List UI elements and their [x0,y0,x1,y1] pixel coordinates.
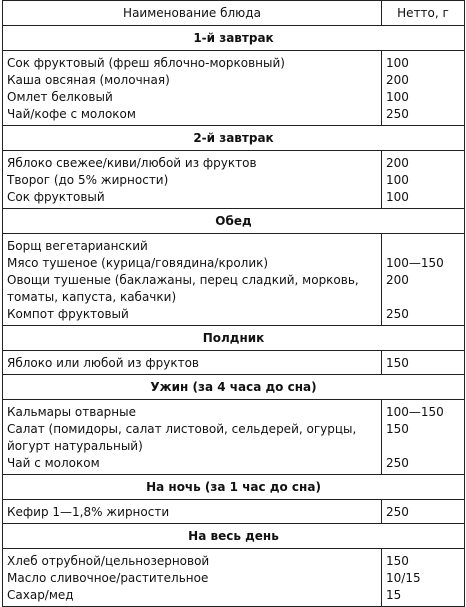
dish-names-cell [3,549,382,607]
net-weight: 15 [386,588,402,602]
section-body-row [3,234,465,326]
section-title: На весь день [3,524,465,549]
dish-name: Борщ вегетарианский [7,239,148,253]
dish-name: Каша овсяная (молочная) [7,73,170,87]
section-body-row [3,500,465,524]
diet-menu-table [2,0,465,607]
section-title-row [3,326,465,351]
section-body-row [3,151,465,209]
dish-name: Масло сливочное/растительное [7,571,209,585]
net-weights-cell [382,234,465,326]
column-header-dish-name: Наименование блюда [3,1,382,26]
dish-name: Сок фруктовый (фреш яблочно-морковный) [7,56,285,70]
net-weights-cell [382,351,465,375]
dish-names-cell [3,400,382,475]
dish-name: Мясо тушеное (курица/говядина/кролик) [7,256,269,270]
dish-name: Омлет белковый [7,90,113,104]
dish-name: Кефир 1—1,8% жирности [7,505,170,519]
section-body-row [3,400,465,475]
section-body-row [3,51,465,126]
net-weight: 200 [386,156,409,170]
section-title-row [3,209,465,234]
section-title-row [3,524,465,549]
net-weight: 100 [386,90,409,104]
section-title-row [3,126,465,151]
dish-name: Хлеб отрубной/цельнозерновой [7,554,210,568]
section-title: Полдник [3,326,465,351]
net-weight: 100—150 [386,405,444,419]
net-weight: 10/15 [386,571,421,585]
net-weights-cell [382,400,465,475]
net-weight: 100 [386,56,409,70]
table-header-row [3,1,465,26]
section-title: 2-й завтрак [3,126,465,151]
dish-name: Творог (до 5% жирности) [7,173,169,187]
net-weights-cell [382,51,465,126]
net-weight: 150 [386,422,409,436]
dish-name: Яблоко или любой из фруктов [7,356,199,370]
section-title-row [3,475,465,500]
section-body-row [3,351,465,375]
net-weight: 250 [386,307,409,321]
section-body-row [3,549,465,607]
dish-name: Сок фруктовый [7,190,105,204]
dish-name: Сахар/мед [7,588,74,602]
section-title: Ужин (за 4 часа до сна) [3,375,465,400]
section-title: На ночь (за 1 час до сна) [3,475,465,500]
dish-name: Салат (помидоры, салат листовой, сельдерей, огурцы, йогурт натуральный) [7,422,357,453]
net-weight: 250 [386,107,409,121]
dish-name: Овощи тушеные (баклажаны, перец сладкий, морковь, томаты, капуста, кабачки) [7,273,359,304]
dish-names-cell [3,151,382,209]
net-weight: 150 [386,356,409,370]
column-header-net-weight: Нетто, г [382,1,465,26]
dish-name: Компот фруктовый [7,307,129,321]
section-title-row [3,26,465,51]
dish-name: Яблоко свежее/киви/любой из фруктов [7,156,257,170]
net-weights-cell [382,151,465,209]
net-weight: 200 [386,73,409,87]
net-weight: 250 [386,505,409,519]
net-weight: 100—150 [386,256,444,270]
dish-names-cell [3,234,382,326]
dish-names-cell [3,351,382,375]
net-weight: 150 [386,554,409,568]
dish-names-cell [3,51,382,126]
net-weight: 200 [386,273,409,287]
section-title-row [3,375,465,400]
net-weight: 250 [386,456,409,470]
net-weights-cell [382,500,465,524]
section-title: 1-й завтрак [3,26,465,51]
dish-names-cell [3,500,382,524]
net-weights-cell [382,549,465,607]
dish-name: Чай с молоком [7,456,100,470]
net-weight: 100 [386,190,409,204]
net-weight: 100 [386,173,409,187]
net-weight [386,238,460,255]
dish-name: Чай/кофе с молоком [7,107,136,121]
dish-name: Кальмары отварные [7,405,137,419]
section-title: Обед [3,209,465,234]
